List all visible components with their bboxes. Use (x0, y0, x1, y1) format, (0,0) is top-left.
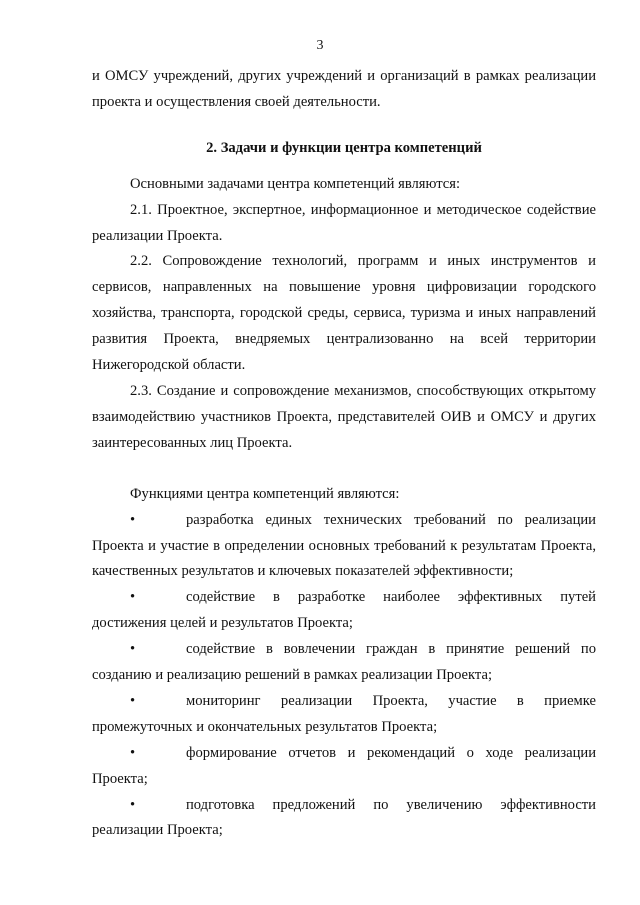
intro-paragraph: и ОМСУ учреждений, других учреждений и организаций в рамках реализации проекта и осуществления своей деятельности. (92, 68, 596, 110)
functions-intro: Функциями центра компетенций являются: (130, 485, 400, 502)
function-item (92, 793, 596, 845)
bullet-icon: • (130, 692, 136, 709)
function-item (92, 741, 596, 793)
function-text: мониторинг реализации Проекта, участие в приемке промежуточных и окончательных результатов Проекта; (92, 692, 596, 735)
bullet-icon: • (130, 511, 136, 528)
tasks-intro: Основными задачами центра компетенций являются: (130, 175, 461, 192)
page-number: 3 (316, 38, 324, 53)
function-text: содействие в вовлечении граждан в принятие решений по созданию и реализацию решений в рамках реализации Проекта; (92, 641, 596, 684)
function-item (92, 637, 596, 689)
section-heading: 2. Задачи и функции центра компетенций (206, 139, 482, 156)
function-text: разработка единых технических требований по реализации Проекта и участие в определении основных требований к результатам Проекта, качественных результатов и ключевых показателей эффективности; (92, 511, 596, 580)
bullet-icon: • (130, 589, 136, 606)
task-item: 2.3. Создание и сопровождение механизмов, способствующих открытому взаимодействию участников Проекта, представителей ОИВ и ОМСУ и других заинтересованных лиц Проекта. (92, 382, 596, 451)
task-item: 2.1. Проектное, экспертное, информационное и методическое содействие реализации Проекта. (92, 201, 596, 244)
bullet-icon: • (130, 641, 136, 658)
bullet-icon: • (130, 796, 136, 813)
function-text: подготовка предложений по увеличению эффективности реализации Проекта; (92, 796, 596, 839)
task-item: 2.2. Сопровождение технологий, программ и иных инструментов и сервисов, направленных на повышение уровня цифровизации городского хозяйства, транспорта, городской среды, сервиса, туризма и иных направлений развития Проекта, внедряемых централизованно на всей территории Нижегородской области. (92, 253, 596, 374)
function-text: содействие в разработке наиболее эффективных путей достижения целей и результатов Проекта; (92, 589, 596, 632)
function-text: формирование отчетов и рекомендаций о ходе реализации Проекта; (92, 744, 596, 787)
bullet-icon: • (130, 744, 136, 761)
function-item (92, 585, 596, 637)
paragraph-gap (92, 457, 596, 482)
function-item (92, 689, 596, 741)
page-content (92, 64, 596, 844)
function-item (92, 508, 596, 586)
